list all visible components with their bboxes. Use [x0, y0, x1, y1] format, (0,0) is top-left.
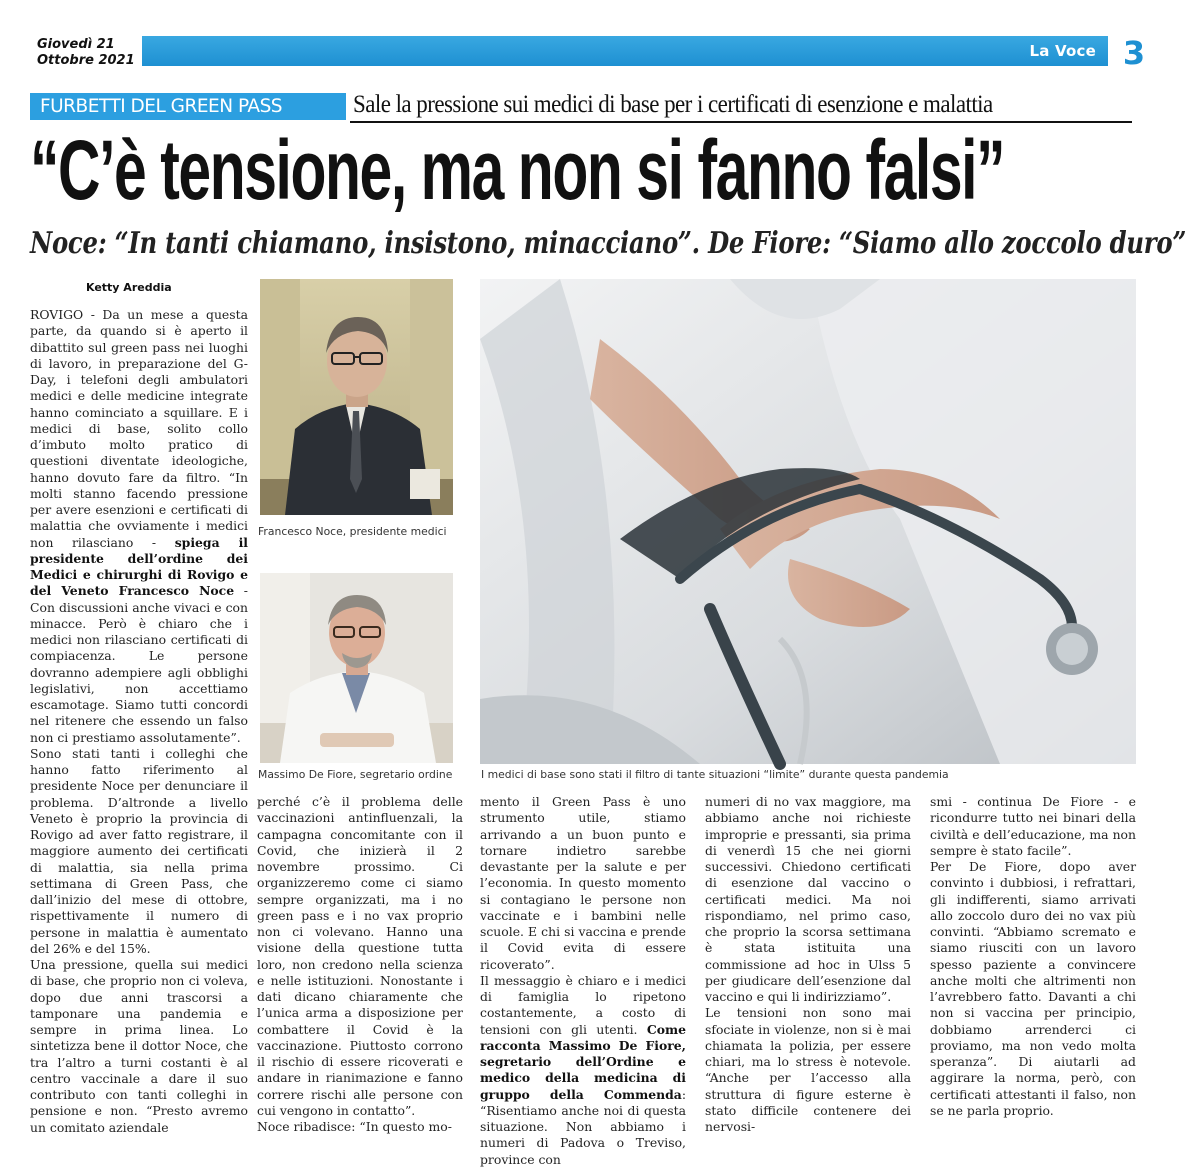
body-text: Per De Fiore, dopo aver convinto i dubbiosi, i refrattari, gli indifferenti, siamo arrivati allo zoccolo duro dei no vax più convinti. “Abbiamo scremato e siamo riusciti con un lavoro spesso paziente a convincere anche molti che altrimenti non l’avrebbero fatto. Davanti a chi non si vaccina per principio, dobbiamo arrenderci ci proviamo, ma non vedo molta speranza”. Di aiutarli ad aggirare la norma, però, con certificati attestanti il falso, non se ne parla proprio. — [930, 859, 1136, 1118]
body-text: smi - continua De Fiore - e ricondurre tutto nei binari della civiltà e dell’educazione, ma non sempre è stato facile”. — [930, 794, 1136, 858]
body-paragraph — [30, 746, 248, 957]
body-column-1 — [30, 307, 249, 1135]
body-column-5 — [930, 794, 1136, 1117]
body-paragraph — [480, 973, 686, 1168]
body-column-2 — [257, 794, 463, 1134]
photo-doctor-stethoscope — [480, 279, 1136, 764]
body-column-4 — [705, 794, 911, 1134]
header-band — [142, 36, 1108, 66]
body-paragraph — [705, 794, 911, 1005]
body-column-3 — [480, 794, 686, 1167]
body-text: Una pressione, quella sui medici di base, che proprio non ci voleva, dopo due anni trascorsi a tamponare una pandemia e sempre in prima linea. Lo sintetizza bene il dottor Noce, che tra l’altro a turni costanti è al centro vaccinale a dare il suo contributo con tanti colleghi in pensione e non. “Presto avremo un comitato aziendale — [30, 957, 248, 1135]
photo1-caption: Francesco Noce, presidente medici — [258, 525, 447, 538]
body-text: - Con discussioni anche vivaci e con minacce. Però è chiaro che i medici non rilasciano certificati di compiacenza. Le persone dovranno adempiere agli obblighi legislativi, non accettiamo escamotage. Siamo tutti concordi nel ritenere che essendo un falso non ci prestiamo assolutamente”. — [30, 583, 248, 745]
body-text: mento il Green Pass è uno strumento utile, stiamo arrivando a un buon punto e tornare indietro sarebbe devastante per la salute e per l’economia. In questo momento si contagiano le persone non vaccinate e i bambini nelle scuole. E chi si vaccina e prende il Covid evita di essere ricoverato”. — [480, 794, 686, 972]
date-month-year: Ottobre 2021 — [37, 53, 135, 68]
page-number: 3 — [1108, 33, 1160, 73]
body-text: perché c’è il problema delle vaccinazioni antinfluenzali, la campagna concomitante con il Covid, che inizierà il 2 novembre prossimo. Ci organizzeremo come ci siamo sempre organizzati, ma i no green pass e i no vax proprio non ci volevano. Hanno una visione della questione tutta loro, non credono nella scienza e nelle istituzioni. Nonostante i dati dicano chiaramente che l’unica arma a disposizione per combattere il Covid è la vaccinazione. Piuttosto corrono il rischio di essere ricoverati e andare in rianimazione e fanno correre rischi alle persone con cui vengono in contatto”. — [257, 794, 463, 1118]
body-text: Noce ribadisce: “In questo mo- — [257, 1119, 452, 1134]
photo2-caption: Massimo De Fiore, segretario ordine — [258, 768, 453, 781]
body-paragraph — [30, 957, 248, 1136]
date-weekday: Giovedì 21 — [37, 37, 115, 52]
date-block — [0, 36, 142, 70]
body-text: Le tensioni non sono mai sfociate in violenze, non si è mai chiamata la polizia, per essere chiari, ma lo stress è notevole. “Anche per l’accesso alla struttura di figure esterne è stato difficile contenere dei nervosi- — [705, 1005, 911, 1134]
body-paragraph — [30, 307, 248, 746]
body-text: numeri di no vax maggiore, ma abbiamo anche noi richieste improprie e pressanti, sia prima di venerdì 15 che nei giorni successivi. Chiedono certificati di esenzione dal vaccino o certificati medici. Ma noi rispondiamo, nel primo caso, che proprio la scorsa settimana è stata istituita una commissione ad hoc in Ulss 5 per giudicare dell’esenzione dal vaccino e qui li indirizziamo”. — [705, 794, 911, 1004]
body-paragraph — [705, 1005, 911, 1135]
body-bold-text: Come racconta Massimo De Fiore, segretario dell’Ordine e medico della medicina di gruppo della Commenda — [480, 1021, 686, 1102]
body-paragraph — [930, 794, 1136, 859]
body-text: : “Risentiamo anche noi di questa situazione. Non abbiamo i numeri di Padova o Treviso, province con — [480, 1086, 686, 1167]
kicker-text: Sale la pressione sui medici di base per i certificati di esenzione e malattia — [353, 91, 993, 118]
body-text: ROVIGO - Da un mese a questa parte, da quando si è aperto il dibattito sul green pass nei luoghi di lavoro, in preparazione del G-Day, i telefoni degli ambulatori medici e delle medicine integrate hanno cominciato a squillare. E i medici di base, solito collo d’imbuto molto pratico di questioni diventate ideologiche, hanno dovuto fare da filtro. “In molti stanno facendo pressione per avere esenzioni e certificati di malattia che ovviamente i medici non rilasciano - — [30, 307, 248, 550]
photo-massimo-de-fiore — [260, 573, 453, 763]
body-paragraph — [930, 859, 1136, 1119]
page-header — [0, 36, 1160, 70]
body-paragraph — [257, 794, 463, 1119]
body-bold-text: spiega il presidente dell’ordine dei Medici e chirurghi di Rovigo e del Veneto Francesco Noce — [30, 534, 249, 599]
newspaper-name: La Voce — [1029, 42, 1096, 60]
kicker-tag: FURBETTI DEL GREEN PASS — [30, 93, 346, 120]
body-paragraph — [480, 794, 686, 973]
body-text: Il messaggio è chiaro e i medici di famiglia lo ripetono costantemente, a costo di tensioni con gli utenti. — [480, 972, 686, 1037]
body-paragraph — [257, 1119, 463, 1135]
subheadline: Noce: “In tanti chiamano, insistono, minacciano”. De Fiore: “Siamo allo zoccolo duro” — [30, 226, 1186, 261]
photo3-caption: I medici di base sono stati il filtro di tante situazioni “limite” durante questa pandemia — [481, 768, 949, 781]
body-text: Sono stati tanti i colleghi che hanno fatto riferimento al presidente Noce per denunciare il problema. D’altronde a livello Veneto è proprio la provincia di Rovigo ad aver fatto registrare, il maggiore aumento dei certificati di malattia, sia nella prima settimana di Green Pass, che dall’inizio del mese di ottobre, rispettivamente il numero di persone in malattia è aumentato del 26% e del 15%. — [30, 745, 248, 956]
byline: Ketty Areddia — [86, 281, 172, 294]
headline: “C’è tensione, ma non si fanno falsi” — [30, 123, 1005, 217]
photo-francesco-noce — [260, 279, 453, 515]
